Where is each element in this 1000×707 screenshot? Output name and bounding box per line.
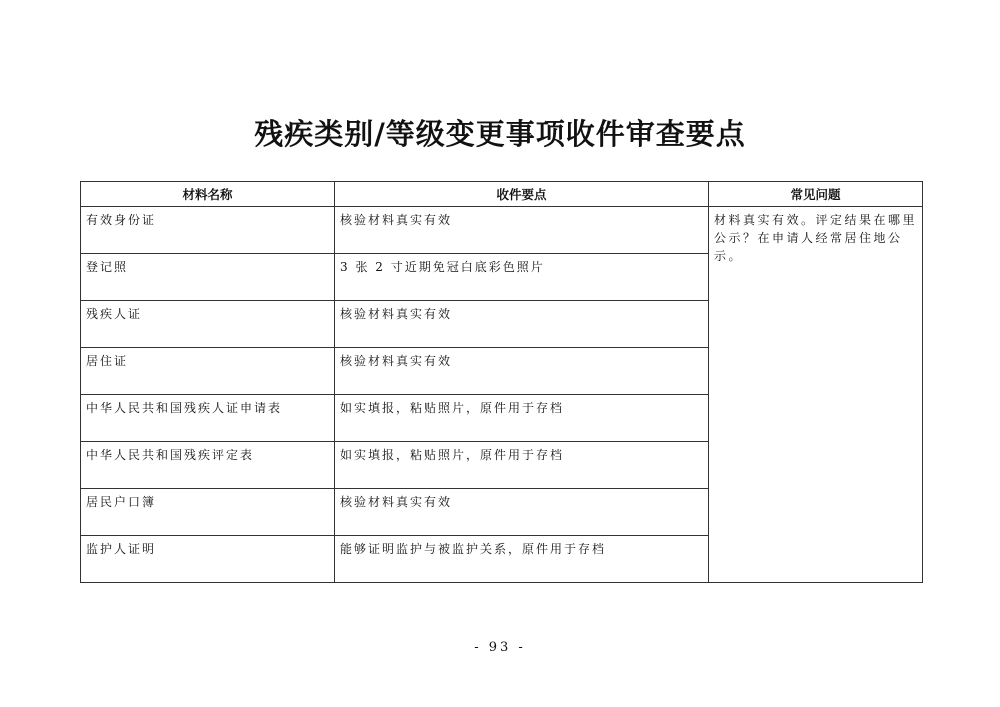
page-number: - 93 - — [474, 640, 526, 655]
material-name: 有效身份证 — [81, 207, 335, 254]
material-name: 登记照 — [81, 254, 335, 301]
key-point: 核验材料真实有效 — [335, 348, 709, 395]
material-name: 中华人民共和国残疾评定表 — [81, 442, 335, 489]
key-point: 核验材料真实有效 — [335, 489, 709, 536]
table-row — [81, 207, 923, 254]
material-name: 中华人民共和国残疾人证申请表 — [81, 395, 335, 442]
header-material-name: 材料名称 — [81, 182, 335, 207]
table-header-row — [81, 182, 923, 207]
key-point: 如实填报，粘贴照片，原件用于存档 — [335, 395, 709, 442]
material-name: 居民户口簿 — [81, 489, 335, 536]
header-key-points: 收件要点 — [335, 182, 709, 207]
material-name: 居住证 — [81, 348, 335, 395]
key-point: 3 张 2 寸近期免冠白底彩色照片 — [335, 254, 709, 301]
review-table — [80, 181, 923, 583]
page-title: 残疾类别/等级变更事项收件审查要点 — [254, 117, 746, 151]
key-point: 如实填报，粘贴照片，原件用于存档 — [335, 442, 709, 489]
material-name: 监护人证明 — [81, 536, 335, 583]
header-common-issues: 常见问题 — [709, 182, 923, 207]
key-point: 能够证明监护与被监护关系，原件用于存档 — [335, 536, 709, 583]
material-name: 残疾人证 — [81, 301, 335, 348]
key-point: 核验材料真实有效 — [335, 207, 709, 254]
key-point: 核验材料真实有效 — [335, 301, 709, 348]
common-issue-cell: 材料真实有效。评定结果在哪里公示？在申请人经常居住地公示。 — [709, 207, 923, 583]
